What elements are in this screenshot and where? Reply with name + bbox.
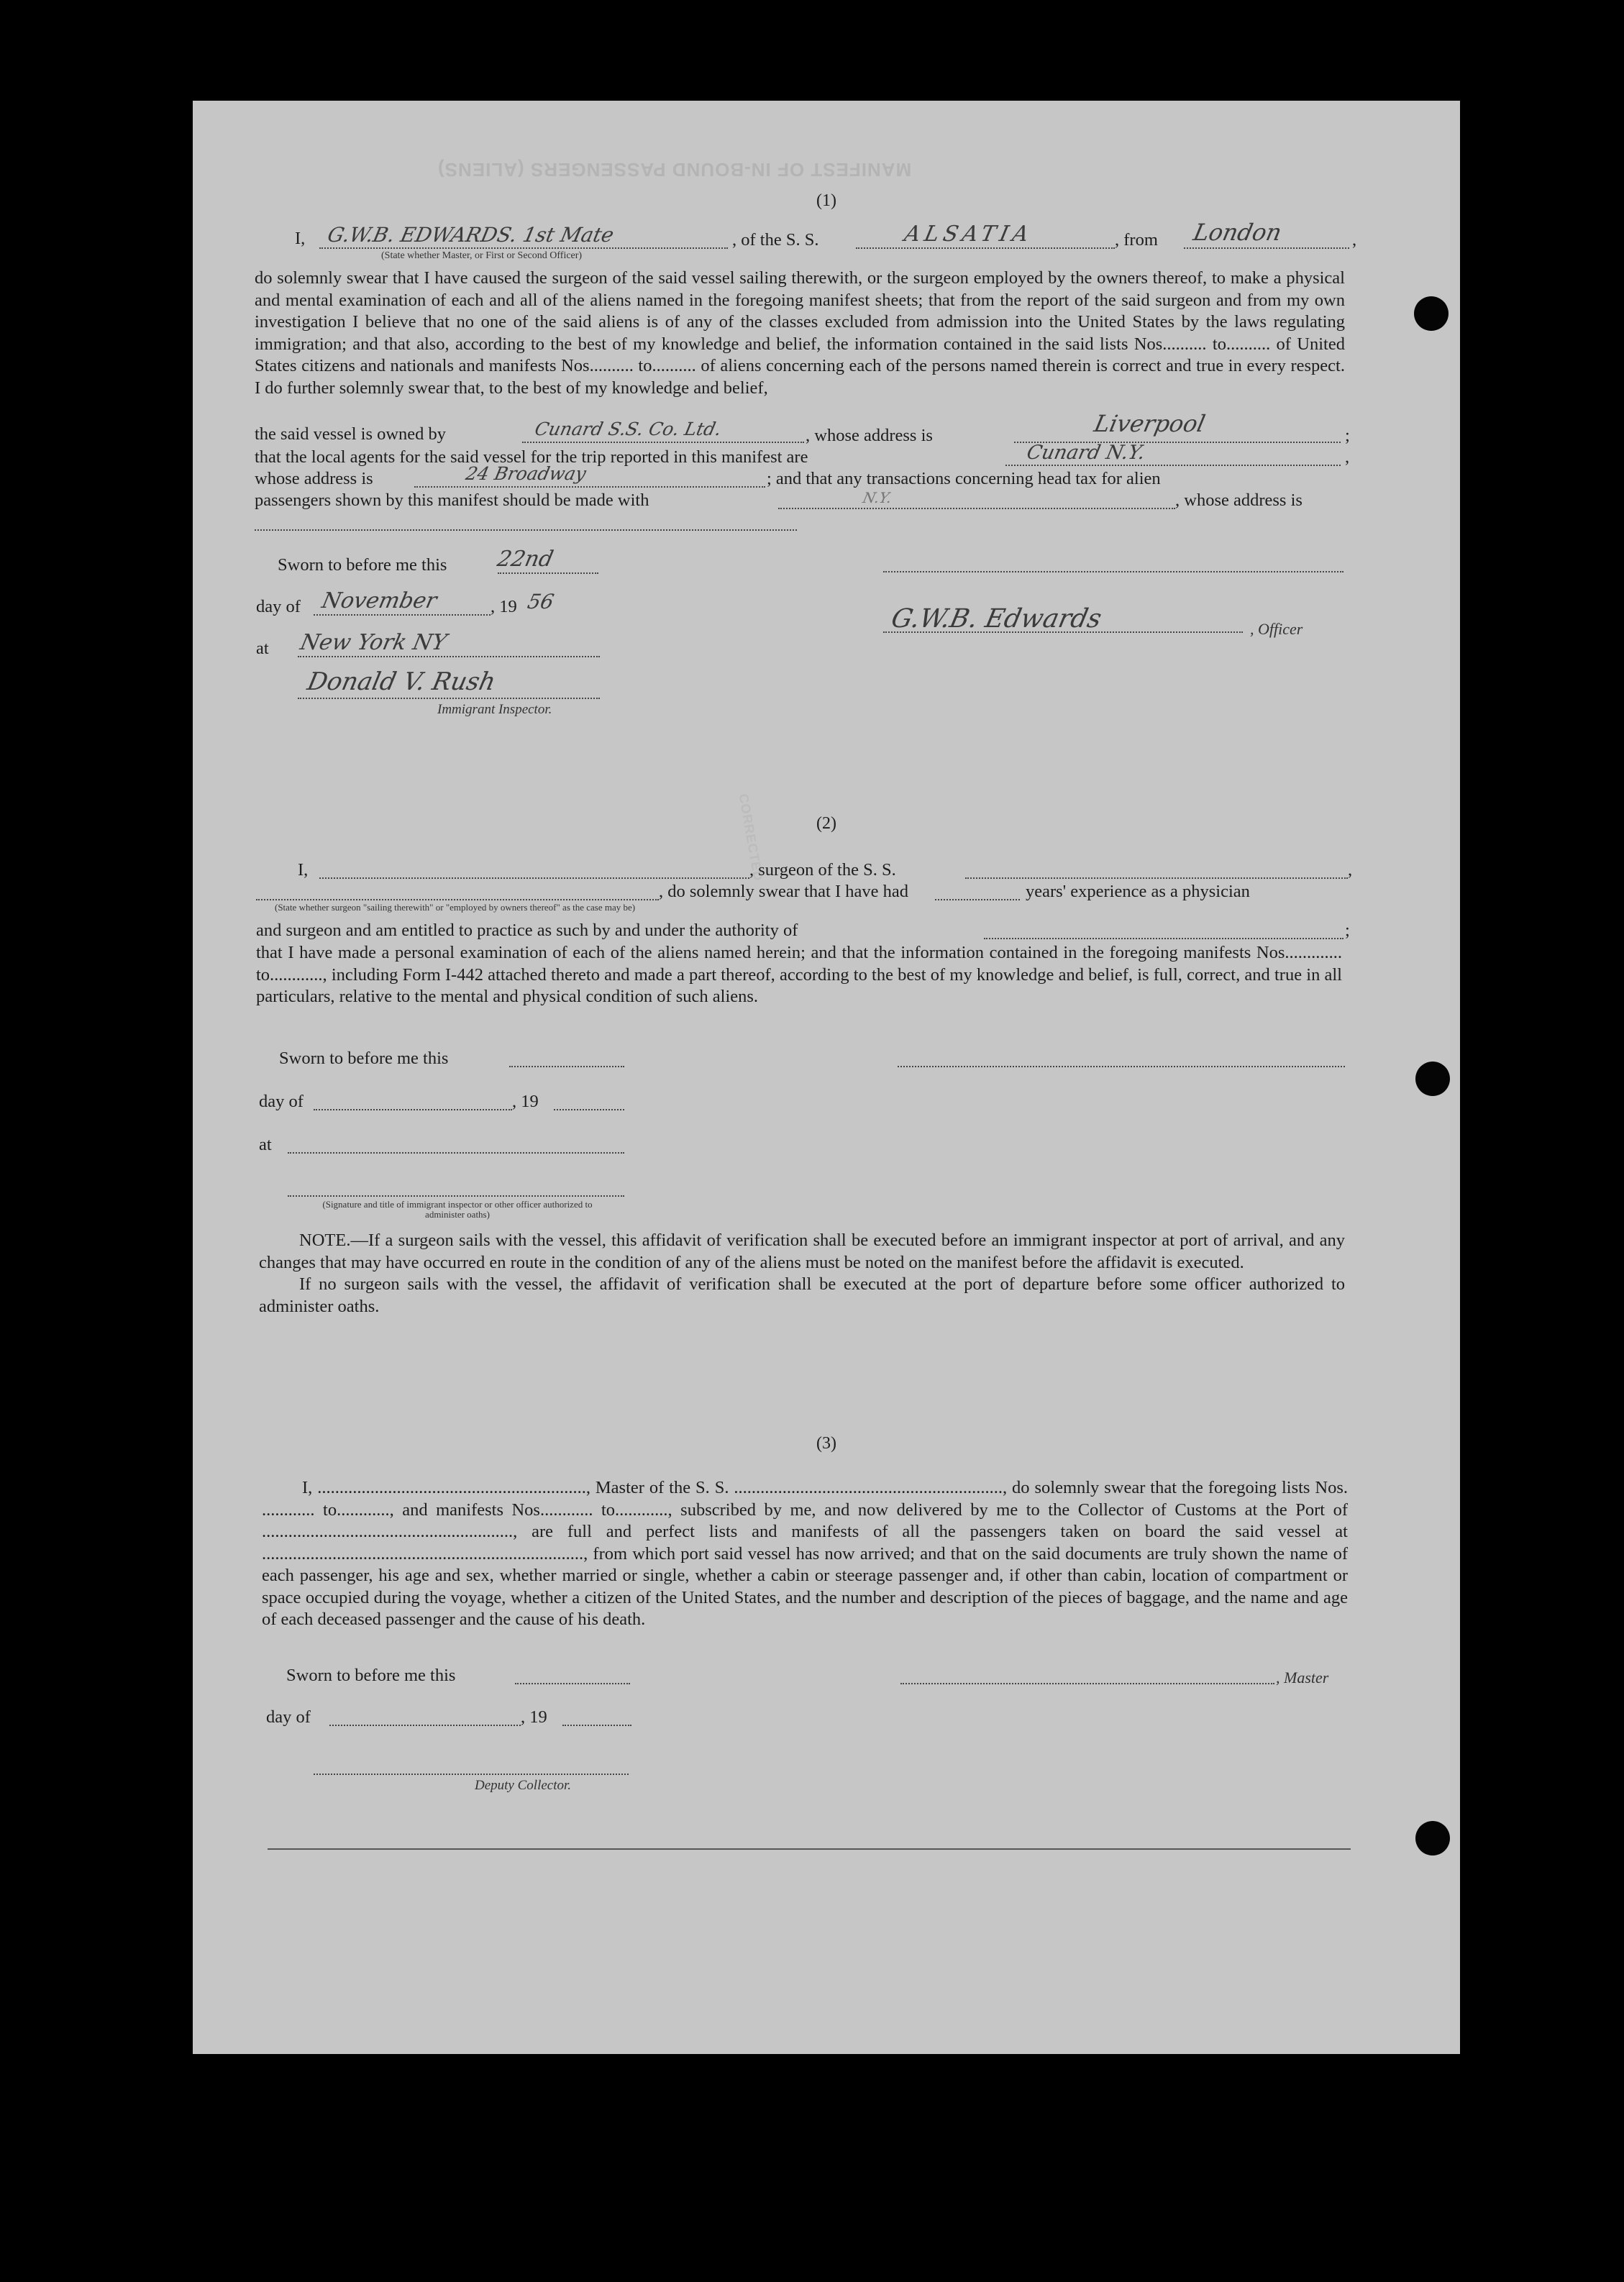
sworn-day-handwriting: 22nd <box>495 547 556 572</box>
inspector-signature-line <box>298 698 600 699</box>
head-tax-party-line <box>778 508 1175 509</box>
agents-handwriting: Cunard N.Y. <box>1024 442 1148 464</box>
surgeon-type-line <box>256 899 659 900</box>
vessel-handwriting: ALSATIA <box>902 222 1036 247</box>
at-label: at <box>259 1135 272 1154</box>
bottom-rule <box>268 1848 1351 1850</box>
oath-body: do solemnly swear that I have caused the surgeon of the said vessel sailing therewith, or the surgeon employed by the owners thereof, to make a physical and mental examination of each and all of the aliens named in the foregoing manifest sheets; that from the report of the said surgeon and from my own investigation I believe that no one of the said aliens is of any of the classes excluded from admission into the United States by the laws regulating immigration; and that also, according to the best of my knowledge and belief, the information contained in the said lists Nos.......... to.......... of United States citizens and nationals and manifests Nos.......... to.......... of aliens concerning each of the persons named therein is correct and true in every respect. I do further solemnly swear that, to the best of my knowledge and belief, <box>255 268 1345 398</box>
officer-name-line <box>319 247 728 249</box>
place-line <box>288 1152 624 1154</box>
year-label: , 19 <box>521 1707 547 1727</box>
at-label: at <box>256 639 269 658</box>
punch-hole <box>1414 296 1449 331</box>
comma: , <box>1352 230 1357 250</box>
port-handwriting: London <box>1190 219 1285 246</box>
oath-lead: I, <box>295 229 306 248</box>
punch-hole <box>1415 1062 1450 1096</box>
years-line <box>935 899 1020 900</box>
year-handwriting: 56 <box>525 590 557 613</box>
authority-line <box>984 938 1344 939</box>
section-number: (1) <box>816 191 836 210</box>
agents-line <box>1005 465 1341 466</box>
agents-label: that the local agents for the said vessel for the trip reported in this manifest are <box>255 447 808 467</box>
surgeon-note: (State whether surgeon "sailing therewith" or "employed by owners thereof" as the case may be) <box>275 902 636 913</box>
year-label: , 19 <box>512 1092 539 1111</box>
deputy-caption: Deputy Collector. <box>475 1778 572 1793</box>
whose-address-label: , whose address is <box>1175 490 1303 510</box>
vessel-line <box>856 247 1115 249</box>
surgeon-of-label: , surgeon of the S. S. <box>749 860 896 880</box>
month-line <box>329 1725 521 1726</box>
owner-handwriting: Cunard S.S. Co. Ltd. <box>532 419 724 439</box>
section-number: (3) <box>816 1434 836 1453</box>
note-paragraph: NOTE.—If a surgeon sails with the vessel, this affidavit of verification shall be executed before an immigrant inspector at port of arrival, and any changes that may have occurred en route in the condition of any of the aliens must be noted on the manifest before the affidavit is executed. If no surgeon sails with the vessel, the affidavit of verification shall be executed at the port of departure before some officer authorized to administer oaths. <box>259 1231 1345 1316</box>
officer-name-handwriting: G.W.B. EDWARDS. 1st Mate <box>325 223 616 247</box>
inspector-caption: Immigrant Inspector. <box>437 702 552 717</box>
surgeon-vessel-line <box>965 877 1348 879</box>
comma: , <box>1348 860 1353 880</box>
place-line <box>298 656 600 657</box>
sworn-day-line <box>515 1683 630 1684</box>
surgeon-signature-line <box>898 1066 1345 1067</box>
owner-address-label: , whose address is <box>806 426 933 445</box>
swear-label: , do solemnly swear that I have had <box>659 882 908 901</box>
year-line <box>554 1109 624 1110</box>
of-the-ss-label: , of the S. S. <box>732 230 819 250</box>
sworn-label: Sworn to before me this <box>286 1666 456 1685</box>
owner-address-handwriting: Liverpool <box>1091 410 1208 437</box>
manifest-page <box>193 101 1460 2054</box>
authority-label: and surgeon and am entitled to practice as such by and under the authority of <box>256 921 798 940</box>
month-handwriting: November <box>319 588 439 613</box>
surgeon-body: that I have made a personal examination of each of the aliens named herein; and that the information contained in the foregoing manifests Nos............. to............, including Form I-442 attached thereto and made a part thereof, according to the best of my knowledge and belief, is full, correct, and true in all particulars, relative to the mental and physical condition of such aliens. <box>256 943 1342 1006</box>
port-line <box>1184 247 1349 249</box>
day-of-label: day of <box>266 1707 311 1727</box>
bleed-through-text: MANIFEST OF IN-BOUND PASSENGERS (ALIENS) <box>437 159 912 181</box>
officer-signature: G.W.B. Edwards <box>888 604 1105 634</box>
years-label: years' experience as a physician <box>1026 882 1250 901</box>
owner-line <box>522 442 804 443</box>
month-line <box>314 1109 512 1110</box>
passengers-label: passengers shown by this manifest should be made with <box>255 490 649 510</box>
day-of-label: day of <box>259 1092 304 1111</box>
officer-signature-line <box>288 1195 624 1197</box>
master-oath-body: I, ............................................................., Master of the S. S. ............................................................., do solemnly swear that the foregoing lists Nos. ............ to............, and manifests Nos............ to............, subscribed by me, and now delivered by me to the Collector of Customs at the Port of ........................................................., are full and perfect lists and manifests of all the passengers taken on board the said vessel at ........................................................................., from which port said vessel has now arrived; and that on the said documents are truly shown the name of each passenger, his age and sex, whether married or single, whether a cabin or steerage passenger and, if other than cabin, location of compartment or space occupied during the voyage, whether a citizen of the United States, and the number and description of the pieces of baggage, and the name and age of each deceased passenger and the cause of his death. <box>262 1478 1348 1629</box>
master-signature-line <box>900 1683 1274 1684</box>
year-line <box>562 1725 631 1726</box>
head-tax-party-handwriting: N.Y. <box>861 489 894 506</box>
agent-address-line <box>414 486 765 488</box>
sworn-label: Sworn to before me this <box>279 1049 449 1068</box>
agent-address-label: whose address is <box>255 469 373 488</box>
year-prefix: , 19 <box>491 597 517 616</box>
sworn-day-line <box>498 572 598 574</box>
agent-address-handwriting: 24 Broadway <box>463 463 588 484</box>
comma: , <box>1345 447 1350 467</box>
from-label: , from <box>1115 230 1158 250</box>
signature-line-top <box>883 571 1344 572</box>
owned-label: the said vessel is owned by <box>255 424 447 444</box>
head-tax-address-line <box>255 529 797 531</box>
day-of-label: day of <box>256 597 301 616</box>
stamp-bleed: CORRECTED <box>736 793 766 882</box>
head-tax-label: ; and that any transactions concerning head tax for alien <box>767 469 1161 488</box>
inspector-signature: Donald V. Rush <box>304 667 498 696</box>
officer-note: (State whether Master, or First or Second Officer) <box>381 250 583 261</box>
month-line <box>314 614 491 616</box>
officer-caption: , Officer <box>1250 620 1303 638</box>
semicolon: ; <box>1345 921 1350 940</box>
punch-hole <box>1415 1821 1450 1856</box>
surgeon-lead: I, <box>298 860 309 880</box>
deputy-signature-line <box>314 1774 629 1775</box>
semicolon: ; <box>1345 426 1350 445</box>
place-handwriting: New York NY <box>298 630 450 655</box>
signature-caption: (Signature and title of immigrant inspector or other officer authorized to administer oaths) <box>322 1199 593 1220</box>
sworn-day-line <box>509 1066 624 1067</box>
master-caption: , Master <box>1276 1669 1329 1687</box>
sworn-label: Sworn to before me this <box>278 555 447 575</box>
section-number: (2) <box>816 814 836 833</box>
surgeon-name-line <box>319 877 749 879</box>
